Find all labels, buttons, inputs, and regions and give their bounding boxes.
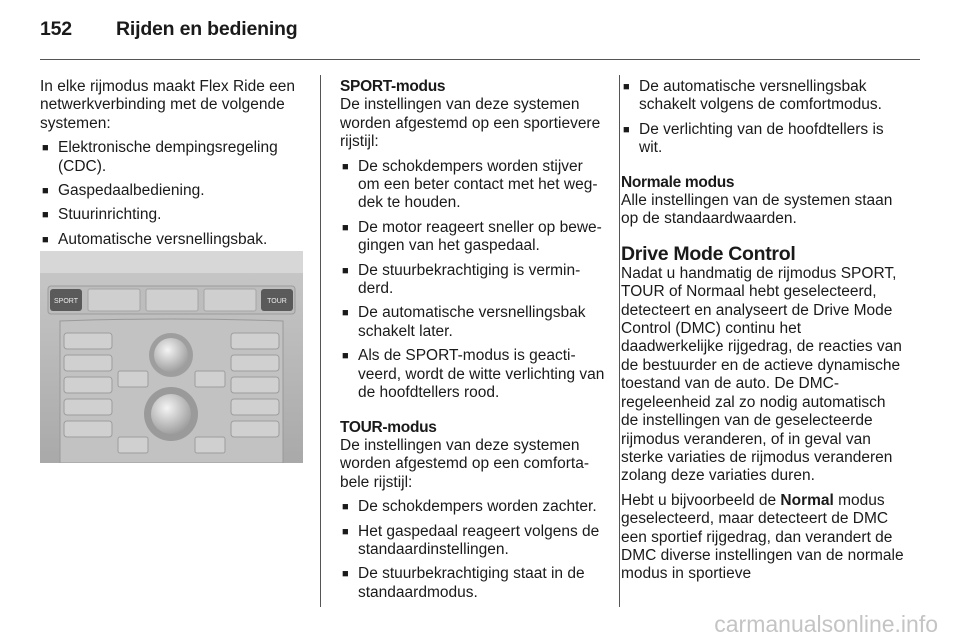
list-item: ■ De automatische versnellingsbak schakelt volgens de comfortmodus. <box>623 78 882 114</box>
tour-list <box>340 498 608 602</box>
list-item: ■ De stuurbekrachtiging staat in de standaardmodus. <box>342 565 585 601</box>
sport-heading: SPORT-modus <box>340 78 446 95</box>
tour-heading: TOUR-modus <box>340 418 437 436</box>
column-divider-1 <box>320 75 321 607</box>
list-item: ■ De schokdempers worden zachter. <box>342 498 597 516</box>
list-item: ■ De schokdempers worden stijver om een beter contact met het wegdek te houden. <box>342 157 598 212</box>
normal-mode-name: Normal <box>780 491 834 509</box>
bullet-icon: ■ <box>42 185 49 198</box>
bullet-icon: ■ <box>342 221 349 234</box>
bottom-knob <box>151 394 191 434</box>
sport-list <box>340 158 608 403</box>
list-item: ■ De motor reageert sneller op bewegingen van het gaspedaal. <box>342 218 602 255</box>
control-panel-photo <box>40 251 303 463</box>
top-knob <box>154 338 188 372</box>
page-title: Rijden en bediening <box>116 18 298 40</box>
bullet-icon: ■ <box>42 233 49 246</box>
bullet-icon: ■ <box>342 568 349 581</box>
dmc-heading: Drive Mode Control <box>621 242 796 265</box>
example-paragraph: Hebt u bijvoorbeeld de Normal modus geselecteerd, maar detecteert de DMC een sportief rijgedrag, dan verandert de DMC diverse instellingen van de normale modus in sportieve <box>621 491 904 583</box>
list-item: ■ Elektronische dempingsregeling (CDC). <box>42 139 278 175</box>
sport-paragraph: De instellingen van deze systemen worden afgestemd op een sportievere rijstijl: <box>340 96 601 151</box>
bullet-icon: ■ <box>342 501 349 514</box>
column-1 <box>40 78 308 255</box>
list-item: ■ De stuurbekrachtiging is verminderd. <box>342 261 581 298</box>
systems-list <box>40 139 308 249</box>
svg-text:TOUR: TOUR <box>267 298 287 305</box>
bullet-icon: ■ <box>342 307 349 320</box>
list-item: ■ De verlichting van de hoofdtellers is wit. <box>623 120 884 157</box>
tour-list-continued <box>621 78 907 158</box>
bullet-icon: ■ <box>342 264 349 277</box>
dmc-paragraph: Nadat u handmatig de rijmodus SPORT, TOUR of Normaal hebt geselecteerd, detecteert en analyseert de Drive Mode Control (DMC) continu het daadwerkelijke rijgedrag, de reacties van de bestuurder en de actieve dynamische toestand van de auto. De DMC-regeleenheid zal zo nodig automatisch de instellingen van de geselecteerde rijmodus veranderen, of in geval van sterke variaties de rijmodus veranderen zolang deze variaties duren. <box>621 264 902 485</box>
list-item: ■ Het gaspedaal reageert volgens de standaardinstellingen. <box>342 522 600 558</box>
list-item: ■ Gaspedaalbediening. <box>42 182 205 200</box>
bullet-icon: ■ <box>42 142 49 155</box>
bullet-icon: ■ <box>342 525 349 538</box>
bullet-icon: ■ <box>342 350 349 363</box>
list-item: ■ De automatische versnellingsbak schakelt later. <box>342 304 586 340</box>
list-item: ■ Als de SPORT-modus is geactiveerd, wordt de witte verlichting van de hoofdtellers rood. <box>342 347 605 402</box>
list-item: ■ Automatische versnellingsbak. <box>42 230 268 248</box>
normal-heading: Normale modus <box>621 173 735 191</box>
watermark: carmanualsonline.info <box>714 611 938 637</box>
bullet-icon: ■ <box>342 160 349 173</box>
normal-paragraph: Alle instellingen van de systemen staan op de standaardwaarden. <box>621 192 893 228</box>
tour-paragraph: De instellingen van deze systemen worden afgestemd op een comfortabele rijstijl: <box>340 436 590 491</box>
bullet-icon: ■ <box>623 81 630 93</box>
page-number: 152 <box>40 18 72 40</box>
column-3 <box>621 78 907 590</box>
column-2 <box>340 78 608 608</box>
header-divider <box>40 59 920 60</box>
list-item: ■ Stuurinrichting. <box>42 206 162 224</box>
bullet-icon: ■ <box>42 209 49 222</box>
column-divider-2 <box>619 75 620 607</box>
intro-paragraph: In elke rijmodus maakt Flex Ride een netwerkverbinding met de volgende systemen: <box>40 78 296 132</box>
bullet-icon: ■ <box>623 123 630 136</box>
svg-text:SPORT: SPORT <box>54 298 78 305</box>
